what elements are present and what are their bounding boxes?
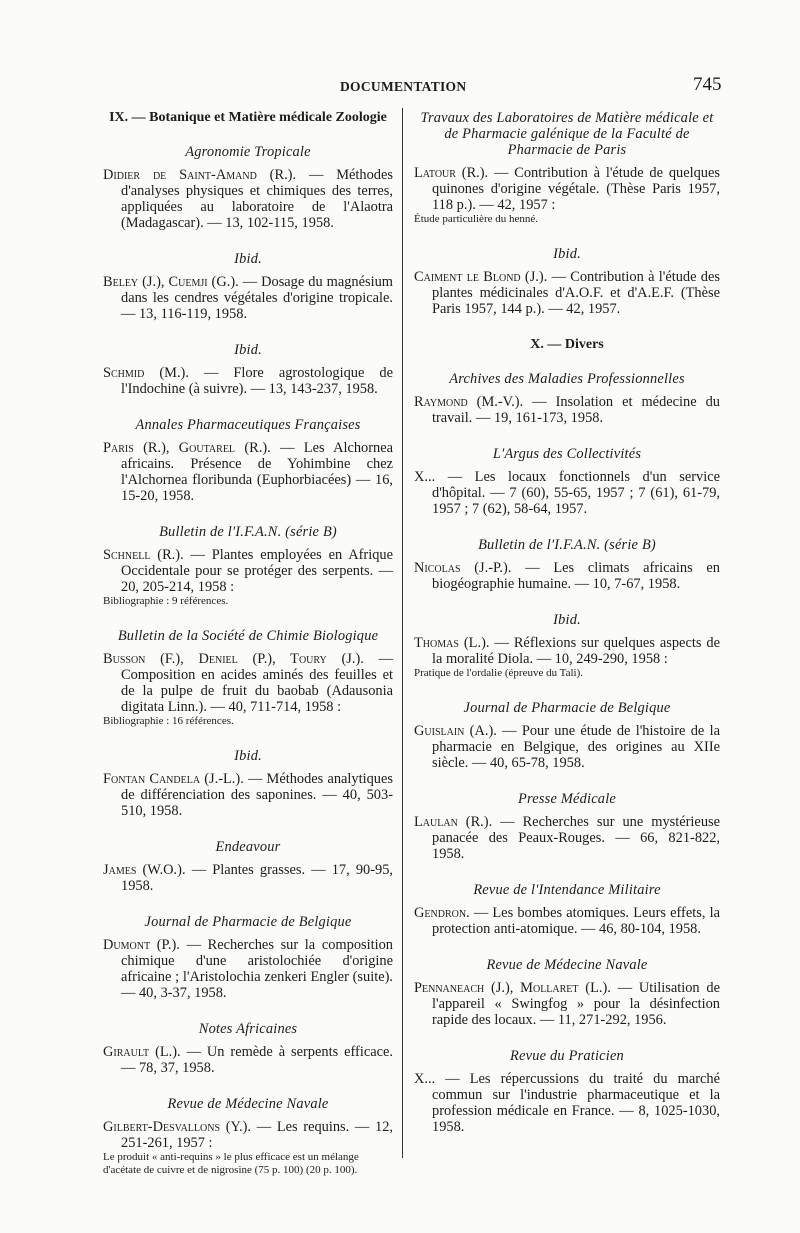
bibliography-entry <box>414 957 720 1028</box>
reference <box>103 440 393 504</box>
reference <box>414 1071 720 1135</box>
journal-heading: Ibid. <box>553 246 581 262</box>
reference-author: Didier de Saint-Amand (R.). <box>103 167 297 183</box>
reference-text: — Les Alchornea africains. Présence de Yohimbine chez l'Alchornea floribunda (Euphorbiacées) — 16, 15-20, 1958. <box>121 440 394 504</box>
reference-note: Le produit « anti-requins » le plus efficace est un mélange d'acétate de cuivre et de nigrosine (75 p. 100) (20 p. 100). <box>103 1151 359 1176</box>
reference <box>414 394 720 426</box>
bibliography-entry <box>103 1021 393 1076</box>
journal-heading: Ibid. <box>234 342 262 358</box>
bibliography-entry <box>414 612 720 680</box>
section-title-ix: IX. — Botanique et Matière médicale Zoologie <box>109 110 387 125</box>
bibliography-entry <box>103 144 393 231</box>
reference <box>103 167 393 231</box>
left-column <box>103 110 393 1197</box>
reference-note: Pratique de l'ordalie (épreuve du Tali). <box>414 667 584 679</box>
section-title-x: X. — Divers <box>530 337 604 352</box>
journal-heading: Journal de Pharmacie de Belgique <box>463 700 671 716</box>
reference <box>103 1044 393 1076</box>
left-entries <box>103 144 393 1177</box>
reference-text: — Les bombes atomiques. Leurs effets, la protection anti-atomique. — 46, 80-104, 1958. <box>432 905 720 937</box>
reference-text: — Dosage du magnésium dans les cendres végétales d'origine tropicale. — 13, 116-119, 1958. <box>121 274 393 322</box>
bibliography-entry <box>103 914 393 1001</box>
reference-author: Thomas (L.). <box>414 635 490 651</box>
reference-text: — Plantes employées en Afrique Occidentale pour se protéger des serpents. — 20, 205-214, 1958 : <box>121 547 393 595</box>
reference-author: Latour (R.). <box>414 165 489 181</box>
journal-heading: Ibid. <box>553 612 581 628</box>
journal-heading: Ibid. <box>234 251 262 267</box>
bibliography-entry <box>414 537 720 592</box>
reference-text: — Pour une étude de l'histoire de la pharmacie en Belgique, des origines au XIIe siècle. — 40, 65-78, 1958. <box>432 723 720 771</box>
right-lead-entries <box>414 110 720 317</box>
reference <box>103 771 393 819</box>
reference-author: Beley (J.), Cuemji (G.). <box>103 274 239 290</box>
reference <box>103 651 393 728</box>
reference-author: Raymond (M.-V.). <box>414 394 524 410</box>
journal-heading: Ibid. <box>234 748 262 764</box>
page-number: 745 <box>693 74 722 95</box>
journal-heading: L'Argus des Collectivités <box>492 446 642 462</box>
column-divider <box>402 108 403 1158</box>
bibliography-entry <box>414 1048 720 1135</box>
reference-author: Schnell (R.). <box>103 547 184 563</box>
bibliography-entry <box>103 524 393 608</box>
reference <box>414 723 720 771</box>
bibliography-entry <box>103 342 393 397</box>
bibliography-entry <box>414 882 720 937</box>
reference <box>414 269 720 317</box>
journal-heading: Travaux des Laboratoires de Matière médicale et de Pharmacie galénique de la Faculté de Pharmacie de Paris <box>420 110 714 158</box>
bibliography-entry <box>103 1096 393 1177</box>
reference-text: — Insolation et médecine du travail. — 19, 161-173, 1958. <box>432 394 721 426</box>
reference <box>414 980 720 1028</box>
reference-text: — Contribution à l'étude des plantes médicinales d'A.O.F. et d'A.E.F. (Thèse Paris 1957, 144 p.). — 42, 1957. <box>432 269 720 317</box>
reference-note: Bibliographie : 16 références. <box>103 715 234 727</box>
reference-author: Fontan Candela (J.-L.). <box>103 771 244 787</box>
journal-heading: Revue de l'Intendance Militaire <box>473 882 661 898</box>
reference-author: X... <box>414 1071 436 1087</box>
reference <box>103 862 393 894</box>
reference-author: Caiment le Blond (J.). <box>414 269 548 285</box>
bibliography-entry <box>414 700 720 771</box>
bibliography-entry <box>103 251 393 322</box>
reference-author: Busson (F.), Deniel (P.), Toury (J.). <box>103 651 364 667</box>
reference-author: Nicolas (J.-P.). <box>414 560 512 576</box>
bibliography-entry <box>414 246 720 317</box>
reference <box>103 937 393 1001</box>
reference-text: — Les climats africains en biogéographie humaine. — 10, 7-67, 1958. <box>432 560 721 592</box>
reference-author: Paris (R.), Goutarel (R.). <box>103 440 271 456</box>
reference-text: — Utilisation de l'appareil « Swingfog » pour la désinfection rapide des locaux. — 11, 271-292, 1956. <box>432 980 720 1028</box>
journal-heading: Bulletin de l'I.F.A.N. (série B) <box>159 524 337 540</box>
reference-author: Girault (L.). <box>103 1044 181 1060</box>
reference-text: — Plantes grasses. — 17, 90-95, 1958. <box>121 862 393 894</box>
reference <box>103 547 393 608</box>
reference-author: Dumont (P.). <box>103 937 180 953</box>
reference-author: James (W.O.). <box>103 862 186 878</box>
journal-heading: Bulletin de l'I.F.A.N. (série B) <box>478 537 656 553</box>
journal-heading: Agronomie Tropicale <box>185 144 311 160</box>
journal-heading: Endeavour <box>215 839 281 855</box>
reference-author: Pennaneach (J.), Mollaret (L.). <box>414 980 611 996</box>
reference-text: — Méthodes d'analyses physiques et chimiques des terres, appliquées au laboratoire de l'Alaotra (Madagascar). — 13, 102-115, 1958. <box>121 167 393 231</box>
bibliography-entry <box>103 417 393 504</box>
right-entries <box>414 371 720 1135</box>
journal-heading: Revue du Praticien <box>510 1048 624 1064</box>
journal-heading: Revue de Médecine Navale <box>167 1096 329 1112</box>
reference <box>414 635 720 680</box>
reference-author: Schmid (M.). <box>103 365 189 381</box>
bibliography-entry <box>414 110 720 226</box>
reference-author: Gilbert-Desvallons (Y.). <box>103 1119 252 1135</box>
reference-text: — Les répercussions du traité du marché commun sur l'industrie pharmaceutique et la profession médicale en France. — 8, 1025-1030, 1958. <box>432 1071 720 1135</box>
reference-text: — Les locaux fonctionnels d'un service d'hôpital. — 7 (60), 55-65, 1957 ; 7 (61), 61-79, 1957 ; 7 (62), 58-64, 1957. <box>432 469 720 517</box>
reference <box>414 905 720 937</box>
journal-heading: Revue de Médecine Navale <box>486 957 648 973</box>
running-header-title: DOCUMENTATION <box>340 79 467 94</box>
reference-text: — Recherches sur une mystérieuse panacée des Peaux-Rouges. — 66, 821-822, 1958. <box>432 814 721 862</box>
reference <box>414 814 720 862</box>
reference-author: Guislain (A.). <box>414 723 497 739</box>
reference-note: Étude particulière du henné. <box>414 213 539 225</box>
reference-text: — Les requins. — 12, 251-261, 1957 : <box>121 1119 393 1151</box>
reference-text: — Contribution à l'étude de quelques quinones d'origine végétale. (Thèse Paris 1957, 118 p.). — 42, 1957 : <box>432 165 720 213</box>
reference-text: — Réflexions sur quelques aspects de la moralité Diola. — 10, 249-290, 1958 : <box>432 635 720 667</box>
reference-text: — Flore agrostologique de l'Indochine (à suivre). — 13, 143-237, 1958. <box>121 365 393 397</box>
journal-heading: Notes Africaines <box>198 1021 298 1037</box>
reference-author: Laulan (R.). <box>414 814 493 830</box>
reference <box>103 1119 393 1177</box>
reference-text: — Composition en acides aminés des feuilles et de la pulpe de fruit du baobab (Adausonia digitata Linn.). — 40, 711-714, 1958 : <box>121 651 393 715</box>
reference-text: — Recherches sur la composition chimique d'une aristolochiée d'origine africaine ; l'Aristolochia zenkeri Engler (suite). — 40, 3-37, 1958. <box>121 937 393 1001</box>
bibliography-entry <box>103 839 393 894</box>
reference <box>414 469 720 517</box>
journal-heading: Archives des Maladies Professionnelles <box>449 371 685 387</box>
bibliography-entry <box>103 748 393 819</box>
reference <box>103 274 393 322</box>
reference-text: — Un remède à serpents efficace. — 78, 37, 1958. <box>121 1044 393 1076</box>
bibliography-entry <box>414 791 720 862</box>
journal-heading: Annales Pharmaceutiques Françaises <box>135 417 361 433</box>
journal-heading: Journal de Pharmacie de Belgique <box>144 914 352 930</box>
reference <box>414 165 720 226</box>
bibliography-entry <box>414 446 720 517</box>
bibliography-entry <box>103 628 393 728</box>
reference <box>103 365 393 397</box>
reference <box>414 560 720 592</box>
bibliography-entry <box>414 371 720 426</box>
journal-heading: Presse Médicale <box>518 791 616 807</box>
reference-author: X... <box>414 469 436 485</box>
reference-note: Bibliographie : 9 références. <box>103 595 229 607</box>
right-column <box>414 110 720 1155</box>
reference-text: — Méthodes analytiques de différenciation des saponines. — 40, 503-510, 1958. <box>121 771 393 819</box>
reference-author: Gendron. <box>414 905 470 921</box>
journal-heading: Bulletin de la Société de Chimie Biologique <box>117 628 379 644</box>
